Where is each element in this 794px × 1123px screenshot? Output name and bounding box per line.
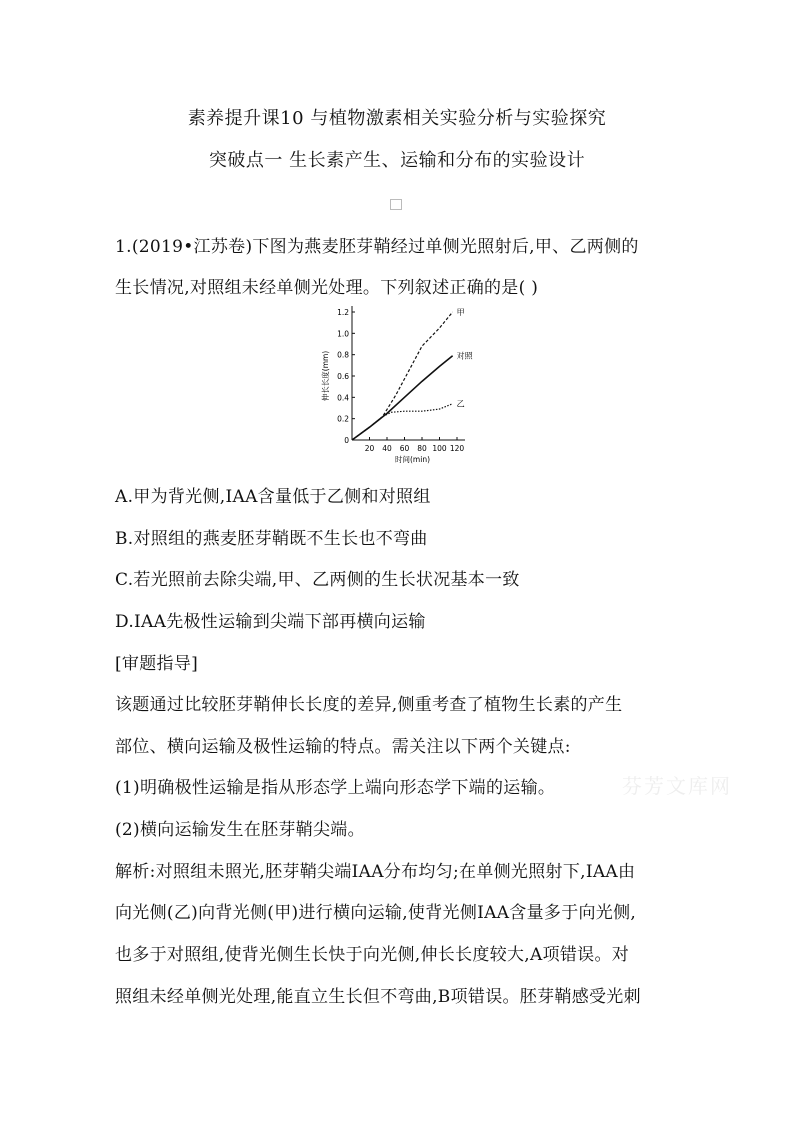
section-heading: 突破点一 生长素产生、运输和分布的实验设计 [208, 150, 586, 171]
option-b: B.对照组的燕麦胚芽鞘既不生长也不弯曲 [115, 529, 428, 549]
question-stem-line-2: 生长情况,对照组未经单侧光处理。下列叙述正确的是( ) [115, 278, 539, 298]
analysis-line-1: 解析:对照组未照光,胚芽鞘尖端IAA分布均匀;在单侧光照射下,IAA由 [115, 862, 636, 882]
x-axis-label: 时间(min) [395, 455, 430, 464]
guide-line-3: (1)明确极性运输是指从形态学上端向形态学下端的运输。 [115, 778, 556, 798]
x-tick-label: 60 [399, 444, 410, 453]
y-tick-label: 1.2 [337, 308, 349, 317]
analysis-line-2: 向光侧(乙)向背光侧(甲)进行横向运输,使背光侧IAA含量多于向光侧, [115, 903, 637, 923]
y-tick-label: 1.0 [337, 329, 349, 339]
option-c: C.若光照前去除尖端,甲、乙两侧的生长状况基本一致 [115, 570, 520, 590]
series-label-1: 对照 [456, 351, 473, 361]
y-tick-label: 0.6 [337, 372, 349, 381]
x-tick-label: 100 [432, 444, 447, 453]
image-placeholder-icon [390, 199, 402, 210]
series-line-1 [352, 356, 453, 440]
x-tick-label: 20 [364, 444, 375, 453]
series-line-2 [352, 404, 453, 440]
x-tick-label: 40 [382, 444, 392, 453]
y-tick-label: 0.4 [337, 393, 349, 403]
growth-chart [310, 302, 480, 472]
y-tick-label: 0.8 [337, 350, 349, 360]
watermark: 芬芳文库网 [622, 774, 732, 798]
option-d: D.IAA先极性运输到尖端下部再横向运输 [115, 612, 426, 632]
y-tick-label: 0.2 [337, 414, 349, 424]
series-label-2: 乙 [456, 399, 465, 409]
guide-heading: [审题指导] [115, 654, 199, 674]
x-tick-label: 120 [449, 444, 465, 453]
y-tick-label: 0 [344, 436, 349, 445]
question-stem-line-1: 1.(2019•江苏卷)下图为燕麦胚芽鞘经过单侧光照射后,甲、乙两侧的 [115, 237, 639, 257]
y-axis-label: 伸长长度(mm) [321, 350, 330, 402]
analysis-line-4: 照组未经单侧光处理,能直立生长但不弯曲,B项错误。胚芽鞘感受光刺 [115, 987, 641, 1007]
guide-line-2: 部位、横向运输及极性运输的特点。需关注以下两个关键点: [115, 737, 571, 757]
page-title: 素养提升课10 与植物激素相关实验分析与实验探究 [187, 108, 607, 129]
guide-line-1: 该题通过比较胚芽鞘伸长长度的差异,侧重考查了植物生长素的产生 [115, 695, 623, 715]
series-label-0: 甲 [456, 308, 465, 317]
series-line-0 [352, 312, 453, 440]
analysis-line-3: 也多于对照组,使背光侧生长快于向光侧,伸长长度较大,A项错误。对 [115, 945, 630, 965]
option-a: A.甲为背光侧,IAA含量低于乙侧和对照组 [115, 487, 431, 507]
x-tick-label: 80 [417, 444, 427, 453]
guide-line-4: (2)横向运输发生在胚芽鞘尖端。 [115, 820, 365, 840]
